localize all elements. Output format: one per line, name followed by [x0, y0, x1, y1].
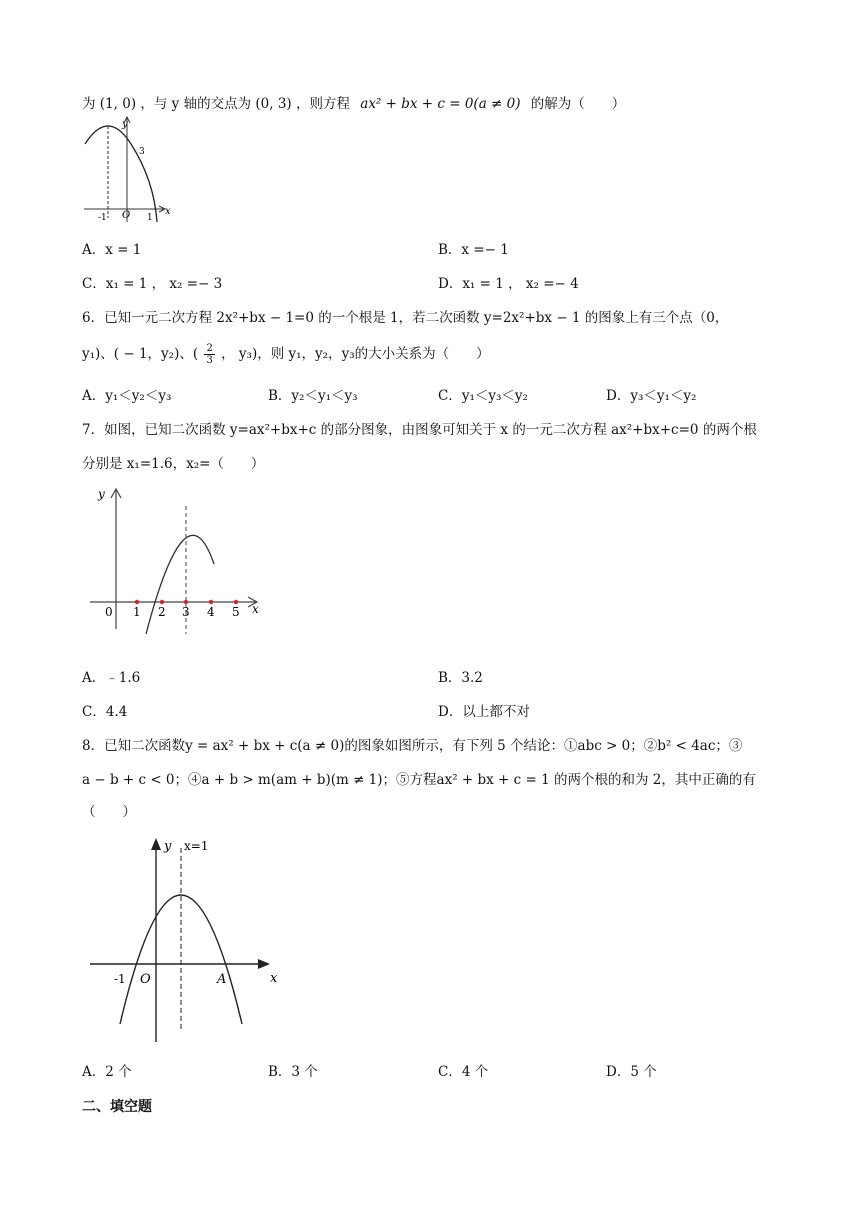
q7-tick-dot-4	[209, 600, 213, 604]
q6-fraction	[204, 343, 214, 366]
q6-option-b[interactable]: B．y₂＜y₁＜y₃	[268, 388, 358, 404]
q8-y-label: y	[164, 839, 172, 854]
q8-x-label: x	[270, 971, 278, 986]
q8-y-arrow	[151, 838, 161, 850]
q5-option-a[interactable]: A．x = 1	[82, 242, 142, 258]
q7-option-d[interactable]: D．以上都不对	[438, 704, 530, 720]
q5-stem	[82, 92, 625, 112]
q7-tick-2: 2	[158, 605, 166, 619]
q7-tick-5: 5	[232, 605, 240, 619]
q8-option-c[interactable]: C．4 个	[438, 1064, 489, 1080]
q8-stem-line1: 8．已知二次函数y = ax² + bx + c(a ≠ 0)的图象如图所示，有下列 5 个结论：①abc > 0；②b² < 4ac；③	[82, 738, 743, 754]
q6-option-a[interactable]: A．y₁＜y₂＜y₃	[82, 388, 172, 404]
q8-figure	[88, 834, 284, 1046]
q5-option-d[interactable]: D．x₁ = 1 ， x₂ =− 4	[438, 276, 579, 292]
q5-stem-text-a: 为 (1, 0) ，与 y 轴的交点为 (0, 3) ，则方程	[82, 96, 350, 112]
q8-stem-line3: （ ）	[82, 804, 136, 820]
q7-x-label: x	[252, 602, 259, 616]
q8-option-d[interactable]: D．5 个	[606, 1064, 657, 1080]
q7-parabola	[146, 535, 214, 634]
q7-tick-1: 1	[133, 605, 141, 619]
q8-x-arrow	[258, 959, 270, 969]
q8-option-b[interactable]: B．3 个	[268, 1064, 318, 1080]
q5-equation: ax² + bx + c = 0(a ≠ 0)	[360, 96, 521, 112]
q7-y-label: y	[98, 487, 105, 501]
q5-stem-text-b: 的解为（ ）	[530, 96, 626, 112]
q5-option-c[interactable]: C．x₁ = 1 ， x₂ =− 3	[82, 276, 223, 292]
section-heading-fill-in: 二、填空题	[82, 1099, 152, 1115]
q7-tick-dot-1	[135, 600, 139, 604]
q6-stem-line2	[82, 342, 490, 366]
q5-y-label: y	[122, 119, 128, 130]
q5-tick-neg1: -1	[98, 213, 107, 223]
q7-option-a[interactable]: A．﹣1.6	[82, 670, 141, 686]
q6-option-d[interactable]: D．y₃＜y₁＜y₂	[606, 388, 697, 404]
q6-option-c[interactable]: C．y₁＜y₃＜y₂	[438, 388, 528, 404]
q5-option-b[interactable]: B．x =− 1	[438, 242, 509, 258]
q8-origin: O	[140, 972, 151, 987]
q7-tick-dot-2	[160, 600, 164, 604]
q8-axis-label: x=1	[184, 839, 209, 853]
q5-figure	[82, 114, 182, 226]
q5-x-label: x	[165, 206, 171, 217]
q7-stem-line2: 分别是 x₁=1.6，x₂=（ ）	[82, 456, 265, 472]
q7-figure	[88, 484, 268, 644]
q5-parabola	[85, 126, 157, 222]
q8-point-a: A	[217, 972, 227, 987]
q5-tick-1: 1	[147, 213, 153, 223]
q8-option-a[interactable]: A．2 个	[82, 1064, 132, 1080]
q7-tick-dot-5	[234, 600, 238, 604]
q7-option-b[interactable]: B．3.2	[438, 670, 483, 686]
q6-fraction-numerator: 2	[206, 343, 213, 354]
q7-option-c[interactable]: C．4.4	[82, 704, 128, 720]
q7-stem-line1: 7．如图，已知二次函数 y=ax²+bx+c 的部分图象，由图象可知关于 x 的一元二次方程 ax²+bx+c=0 的两个根	[82, 422, 757, 438]
q8-neg1: -1	[114, 972, 126, 986]
q6-stem-line2-a: y₁)、( − 1，y₂)、(	[82, 346, 199, 362]
q7-tick-0: 0	[105, 605, 113, 619]
q8-stem-line2: a − b + c < 0；④a + b > m(am + b)(m ≠ 1)；⑤方程ax² + bx + c = 1 的两个根的和为 2，其中正确的有	[82, 772, 756, 788]
q7-tick-3: 3	[182, 605, 190, 619]
q5-tick-3: 3	[139, 147, 145, 157]
q5-origin: O	[122, 210, 131, 221]
q6-stem-line2-b: ， y₃)，则 y₁，y₂，y₃的大小关系为（ ）	[221, 346, 490, 362]
q7-tick-dot-3	[184, 600, 188, 604]
q7-tick-4: 4	[207, 605, 215, 619]
q6-fraction-denominator: 3	[206, 355, 213, 366]
q6-stem-line1: 6．已知一元二次方程 2x²+bx − 1=0 的一个根是 1，若二次函数 y=2x²+bx − 1 的图象上有三个点（0，	[82, 310, 729, 326]
